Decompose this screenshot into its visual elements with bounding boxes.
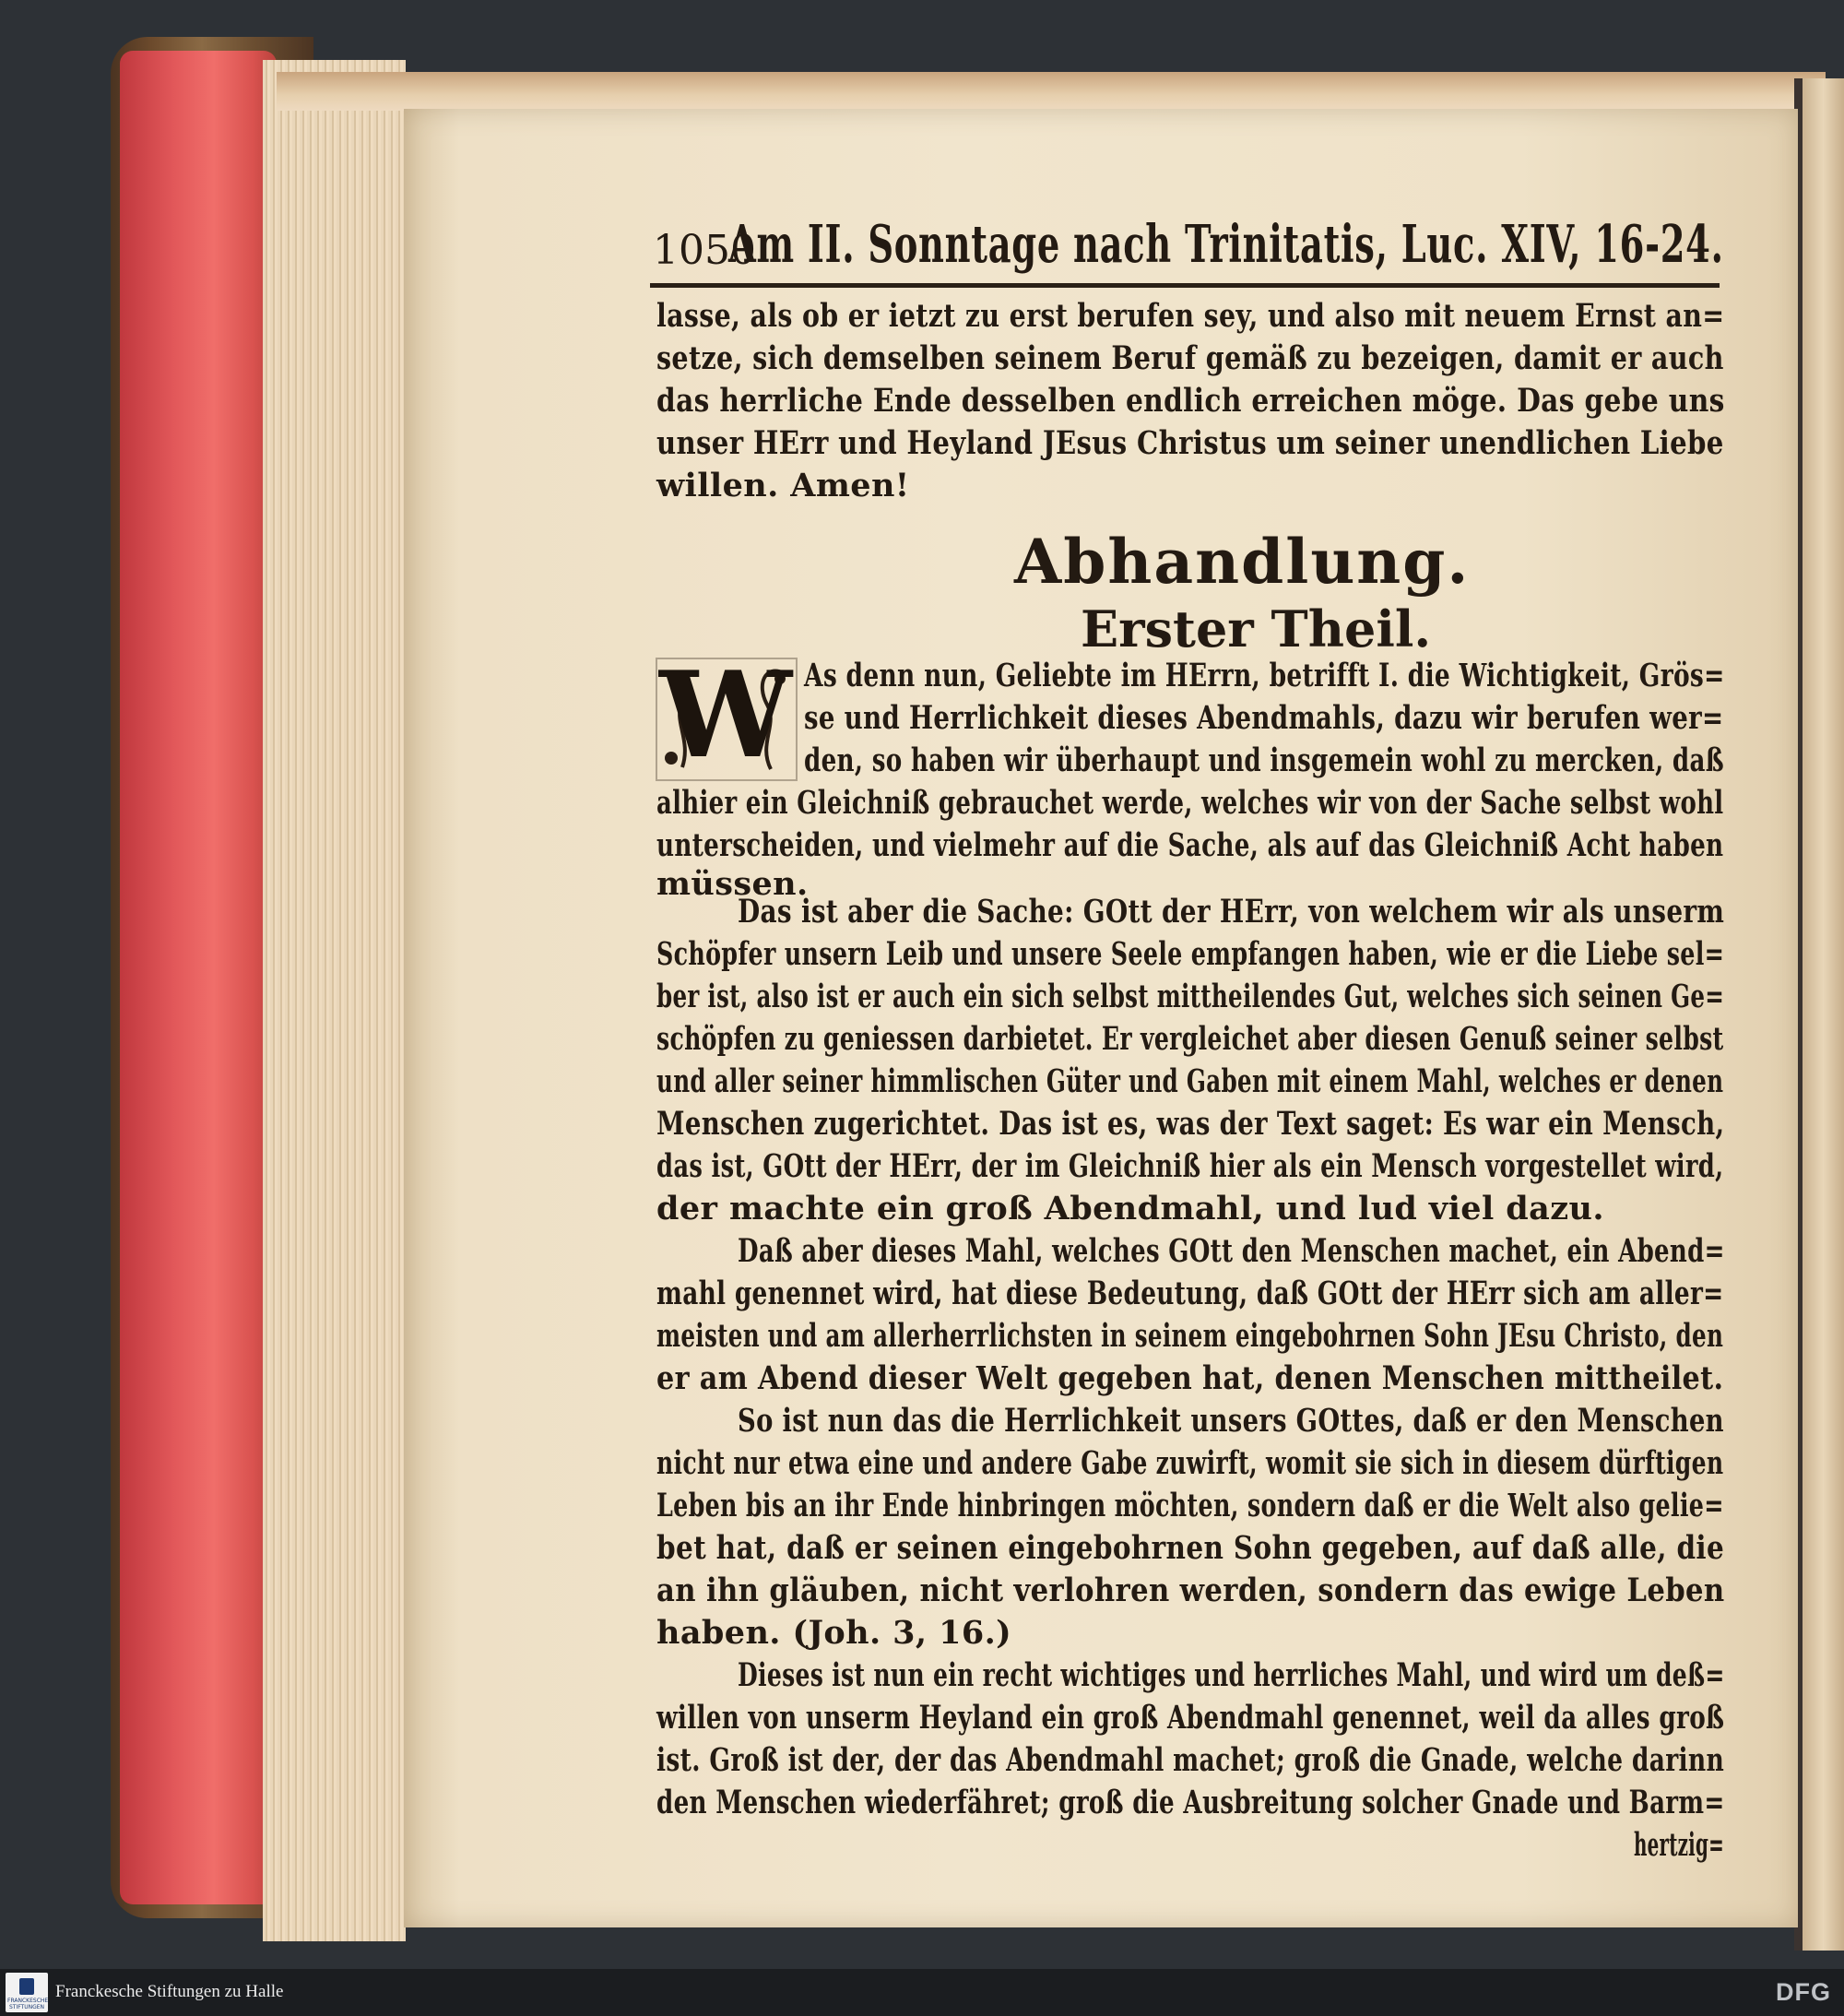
text-line: unser HErr und Heyland JEsus Christus um seiner unendlichen Liebe — [656, 424, 1724, 462]
viewer-footer — [0, 1969, 1844, 2016]
text-line: Das ist aber die Sache: GOtt der HErr, von welchem wir als unserm — [738, 893, 1725, 931]
text-line: an ihn gläuben, nicht verlohren werden, sondern das ewige Leben — [656, 1571, 1725, 1609]
text-line: Schöpfer unsern Leib und unsere Seele empfangen haben, wie er die Liebe sel= — [656, 935, 1725, 973]
text-line: schöpfen zu geniessen darbietet. Er vergleichet aber diesen Genuß seiner selbst — [656, 1020, 1724, 1058]
part-title: Erster Theil. — [1081, 599, 1432, 658]
header-rule — [650, 283, 1720, 288]
running-head: Am II. Sonntage nach Trinitatis, Luc. XIV, 16-24. — [728, 214, 1724, 275]
text-line: das herrliche Ende desselben endlich erreichen möge. Das gebe uns — [656, 382, 1725, 420]
text-line: Daß aber dieses Mahl, welches GOtt den Menschen machet, ein Abend= — [738, 1232, 1725, 1270]
text-line: setze, sich demselben seinem Beruf gemäß zu bezeigen, damit er auch — [656, 339, 1724, 377]
text-line: und aller seiner himmlischen Güter und Gaben mit einem Mahl, welches er denen — [656, 1062, 1724, 1100]
text-line: der machte ein groß Abendmahl, und lud viel dazu. — [656, 1190, 1604, 1227]
text-line: Menschen zugerichtet. Das ist es, was der Text saget: Es war ein Mensch, — [656, 1105, 1725, 1143]
text-line: er am Abend dieser Welt gegeben hat, denen Menschen mittheilet. — [656, 1359, 1724, 1397]
drop-cap: W — [659, 646, 792, 785]
text-line: nicht nur etwa eine und andere Gabe zuwirft, womit sie sich in diesem dürftigen — [656, 1444, 1724, 1482]
text-line: Dieses ist nun ein recht wichtiges und herrliches Mahl, und wird um deß= — [738, 1656, 1725, 1694]
facing-page-edge — [1803, 78, 1844, 1951]
text-line: bet hat, daß er seinen eingebohrnen Sohn gegeben, auf daß alle, die — [656, 1529, 1725, 1567]
page-block-edge — [263, 60, 406, 1941]
text-line: willen von unserm Heyland ein groß Abendmahl genennet, weil da alles groß — [656, 1699, 1725, 1737]
text-line: Leben bis an ihr Ende hinbringen möchten, sondern daß er die Welt also gelie= — [656, 1487, 1724, 1524]
text-line: haben. (Joh. 3, 16.) — [656, 1614, 1012, 1652]
text-line: meisten und am allerherrlichsten in seinem eingebohrnen Sohn JEsu Christo, den — [656, 1317, 1724, 1355]
top-page-edge — [277, 72, 1826, 111]
text-line: ist. Groß ist der, der das Abendmahl machet; groß die Gnade, welche darinn — [656, 1741, 1725, 1779]
red-page-edge — [120, 51, 277, 1904]
logo-text: FRANCKESCHE STIFTUNGEN — [7, 1998, 49, 2010]
dfg-logo[interactable]: DFG — [1776, 1978, 1831, 2006]
text-line: lasse, als ob er ietzt zu erst berufen sey, und also mit neuem Ernst an= — [656, 297, 1725, 335]
text-line: unterscheiden, und vielmehr auf die Sache, als auf das Gleichniß Acht haben — [656, 826, 1724, 864]
institution-logo-icon[interactable] — [6, 1973, 48, 2012]
text-line: mahl genennet wird, hat diese Bedeutung, daß GOtt der HErr sich am aller= — [656, 1275, 1724, 1312]
page-number: 1050 — [653, 227, 756, 274]
text-line: den Menschen wiederfähret; groß die Ausbreitung solcher Gnade und Barm= — [656, 1784, 1725, 1821]
institution-name[interactable]: Franckesche Stiftungen zu Halle — [55, 1982, 284, 2001]
section-title: Abhandlung. — [1014, 526, 1471, 598]
text-line: se und Herrlichkeit dieses Abendmahls, dazu wir berufen wer= — [804, 699, 1724, 737]
text-line: den, so haben wir überhaupt und insgemein wohl zu mercken, daß — [804, 741, 1724, 779]
catchword: hertzig= — [1634, 1826, 1724, 1864]
logo-emblem-icon — [19, 1978, 34, 1995]
text-line: ber ist, also ist er auch ein sich selbst mittheilendes Gut, welches sich seinen Ge= — [656, 978, 1725, 1015]
text-line: willen. Amen! — [656, 467, 910, 504]
text-line: müssen. — [656, 865, 809, 903]
text-line: So ist nun das die Herrlichkeit unsers GOttes, daß er den Menschen — [738, 1402, 1724, 1440]
text-line: das ist, GOtt der HErr, der im Gleichniß hier als ein Mensch vorgestellet wird, — [656, 1147, 1724, 1185]
text-line: alhier ein Gleichniß gebrauchet werde, welches wir von der Sache selbst wohl — [656, 784, 1724, 822]
text-line: As denn nun, Geliebte im HErrn, betrifft I. die Wichtigkeit, Grös= — [804, 657, 1725, 694]
